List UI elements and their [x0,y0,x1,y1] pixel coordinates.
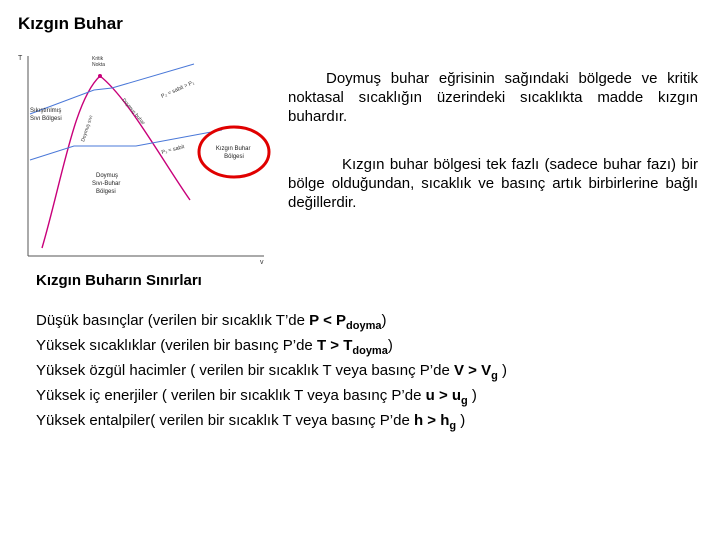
t-v-diagram [12,50,274,270]
v-axis-label: v [260,259,264,266]
saturation-dome [42,76,190,248]
t-axis-label: T [18,55,23,62]
limit-high-enthalpy: Yüksek entalpiler( verilen bir sıcaklık T veya basınç P’de $h > h_g$ ) [36,412,466,432]
isobar-p2 [30,64,194,114]
critical-point-label: Kritik Nokta [92,56,106,68]
saturated-vapor-label: Doymuş buhar [120,97,146,127]
limit-high-internal-energy: Yüksek iç enerjiler ( verilen bir sıcaklık T veya basınç P’de $u > u_g$ ) [36,387,477,407]
critical-point-marker [98,74,102,78]
single-phase-note: Kızgın buhar bölgesi tek fazlı (sadece buhar fazı) bir bölge olduğundan, sıcaklık ve basınç artık birbirlerine bağlı değillerdir. [288,156,698,211]
limit-low-pressure: Düşük basınçlar (verilen bir sıcaklık T’de $P < P_{doyma}$) [36,312,387,332]
limit-high-temperature: Yüksek sıcaklıklar (verilen bir basınç P’de $T > T_{doyma}$) [36,337,393,357]
isobar-p2-label: P₂ = sabit > P₁ [160,79,196,100]
page-title: Kızgın Buhar [18,14,123,33]
saturated-mixture-label: Doymuş Sıvı-Buhar Bölgesi [92,173,121,195]
limits-list [36,311,507,436]
superheated-highlight [199,127,269,177]
superheated-label: Kızgın Buhar Bölgesi [215,146,251,160]
saturated-liquid-label: Doymuş sıvı [80,114,95,143]
isobar-p1-label: P₁ = sabit [160,144,186,156]
limit-high-specific-volume: Yüksek özgül hacimler ( verilen bir sıcaklık T veya basınç P’de $V > V_g$ ) [36,362,507,382]
isobar-p1 [30,130,222,160]
compressed-liquid-label: Sıkıştırılmış Sıvı Bölgesi [30,108,62,122]
limits-heading: Kızgın Buharın Sınırları [36,272,202,289]
superheated-definition: Doymuş buhar eğrisinin sağındaki bölgede ve kritik noktasal sıcaklığın üzerindeki sıcaklıkta madde kızgın buhardır. [288,70,698,125]
